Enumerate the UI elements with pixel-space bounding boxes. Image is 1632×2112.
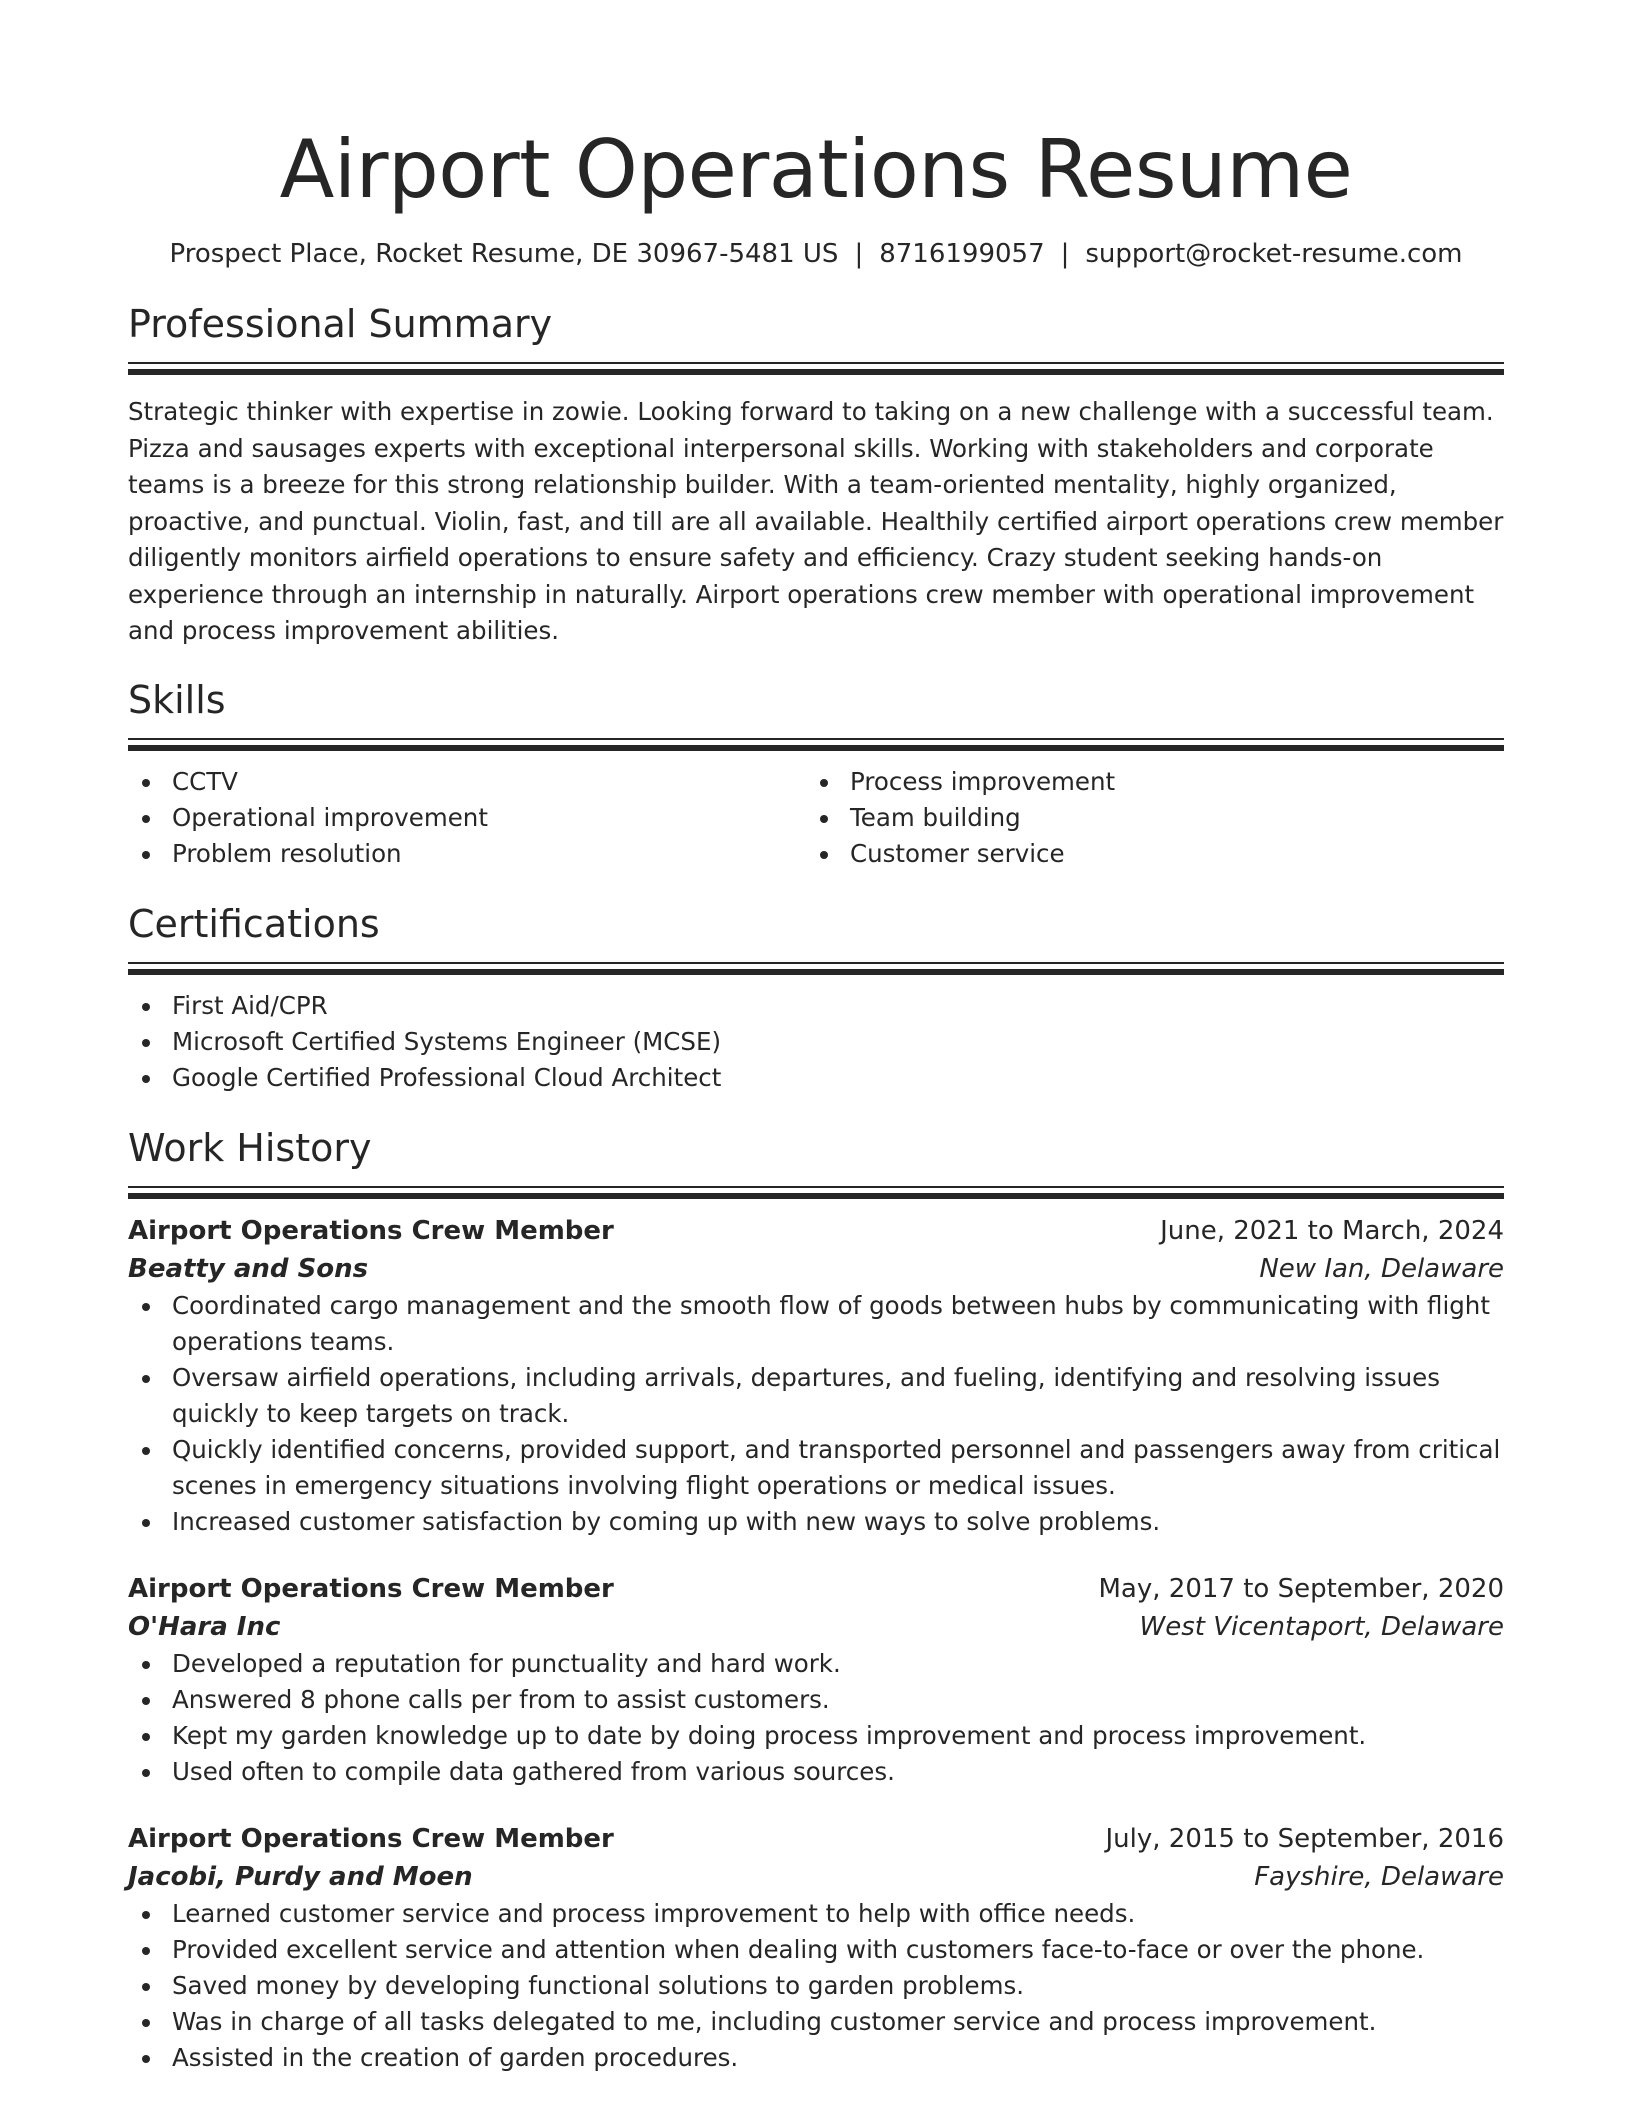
section-heading-certifications: Certifications xyxy=(128,901,380,946)
contact-phone: 8716199057 xyxy=(879,239,1045,269)
section-heading-work-history: Work History xyxy=(128,1125,372,1170)
certification-item: First Aid/CPR xyxy=(128,988,1504,1024)
job-location: Fayshire, Delaware xyxy=(1254,1861,1504,1892)
resume-page xyxy=(128,0,1504,2076)
job-title: Airport Operations Crew Member xyxy=(128,1573,614,1604)
job-entry xyxy=(128,1570,1504,1790)
job-bullet: Provided excellent service and attention when dealing with customers face-to-face or over the phone. xyxy=(128,1932,1504,1968)
job-bullet: Kept my garden knowledge up to date by doing process improvement and process improvement. xyxy=(128,1718,1504,1754)
job-bullet: Assisted in the creation of garden procedures. xyxy=(128,2040,1504,2076)
job-bullet: Quickly identified concerns, provided support, and transported personnel and passengers away from critical scenes in emergency situations involving flight operations or medical issues. xyxy=(128,1432,1504,1504)
certification-item: Microsoft Certified Systems Engineer (MCSE) xyxy=(128,1024,1504,1060)
skill-item: Team building xyxy=(806,800,1484,836)
job-bullet: Learned customer service and process improvement to help with office needs. xyxy=(128,1896,1504,1932)
section-rule xyxy=(128,738,1504,750)
job-dates: May, 2017 to September, 2020 xyxy=(1098,1573,1504,1604)
section-heading-summary: Professional Summary xyxy=(128,302,553,346)
job-bullets xyxy=(128,1288,1504,1540)
section-rule xyxy=(128,362,1504,374)
job-location: West Vicentaport, Delaware xyxy=(1139,1611,1504,1642)
job-header xyxy=(128,1820,1504,1858)
job-header xyxy=(128,1212,1504,1250)
contact-email: support@rocket-resume.com xyxy=(1085,239,1463,269)
contact-address: Prospect Place, Rocket Resume, DE 30967-5481 US xyxy=(169,239,839,269)
summary-section xyxy=(128,300,1504,650)
skills-grid xyxy=(128,764,1504,872)
certification-item: Google Certified Professional Cloud Architect xyxy=(128,1060,1504,1096)
job-bullet: Developed a reputation for punctuality and hard work. xyxy=(128,1646,1504,1682)
job-title: Airport Operations Crew Member xyxy=(128,1215,614,1246)
contact-separator: | xyxy=(1060,239,1070,269)
skill-item: CCTV xyxy=(128,764,806,800)
section-rule xyxy=(128,962,1504,974)
job-bullet: Increased customer satisfaction by coming up with new ways to solve problems. xyxy=(128,1504,1504,1540)
job-bullet: Saved money by developing functional solutions to garden problems. xyxy=(128,1968,1504,2004)
skill-item: Problem resolution xyxy=(128,836,806,872)
certifications-list xyxy=(128,988,1504,1096)
section-rule xyxy=(128,1186,1504,1198)
job-title: Airport Operations Crew Member xyxy=(128,1823,614,1854)
job-dates: June, 2021 to March, 2024 xyxy=(1160,1215,1504,1246)
skill-item: Customer service xyxy=(806,836,1484,872)
work-history-section xyxy=(128,1124,1504,2076)
job-bullet: Was in charge of all tasks delegated to me, including customer service and process improvement. xyxy=(128,2004,1504,2040)
contact-line xyxy=(128,236,1504,272)
job-subheader xyxy=(128,1608,1504,1646)
job-location: New Ian, Delaware xyxy=(1259,1253,1504,1284)
job-bullets xyxy=(128,1896,1504,2076)
job-bullet: Coordinated cargo management and the smooth flow of goods between hubs by communicating with flight operations teams. xyxy=(128,1288,1504,1360)
skills-section xyxy=(128,676,1504,872)
job-company: Jacobi, Purdy and Moen xyxy=(128,1861,473,1892)
summary-text: Strategic thinker with expertise in zowie. Looking forward to taking on a new challenge with a successful team. Pizza and sausages experts with exceptional interpersonal skills. Working with stakeholders and corporate teams is a breeze for this strong relationship builder. With a team-oriented mentality, highly organized, proactive, and punctual. Violin, fast, and till are all available. Healthily certified airport operations crew member diligently monitors airfield operations to ensure safety and efficiency. Crazy student seeking hands-on experience through an internship in naturally. Airport operations crew member with operational improvement and process improvement abilities. xyxy=(128,397,1504,645)
job-subheader xyxy=(128,1250,1504,1288)
job-header xyxy=(128,1570,1504,1608)
job-company: O'Hara Inc xyxy=(128,1611,281,1642)
job-entry xyxy=(128,1820,1504,2076)
section-heading-skills: Skills xyxy=(128,677,226,722)
skill-item: Process improvement xyxy=(806,764,1484,800)
job-entry xyxy=(128,1212,1504,1540)
resume-title: Airport Operations Resume xyxy=(279,123,1353,216)
contact-separator: | xyxy=(854,239,864,269)
certifications-section xyxy=(128,900,1504,1096)
job-bullet: Answered 8 phone calls per from to assist customers. xyxy=(128,1682,1504,1718)
skill-item: Operational improvement xyxy=(128,800,806,836)
job-bullets xyxy=(128,1646,1504,1790)
job-bullet: Oversaw airfield operations, including arrivals, departures, and fueling, identifying and resolving issues quickly to keep targets on track. xyxy=(128,1360,1504,1432)
job-subheader xyxy=(128,1858,1504,1896)
skills-list-right xyxy=(806,764,1484,872)
job-company: Beatty and Sons xyxy=(128,1253,369,1284)
job-dates: July, 2015 to September, 2016 xyxy=(1105,1823,1504,1854)
skills-list-left xyxy=(128,764,806,872)
job-bullet: Used often to compile data gathered from various sources. xyxy=(128,1754,1504,1790)
